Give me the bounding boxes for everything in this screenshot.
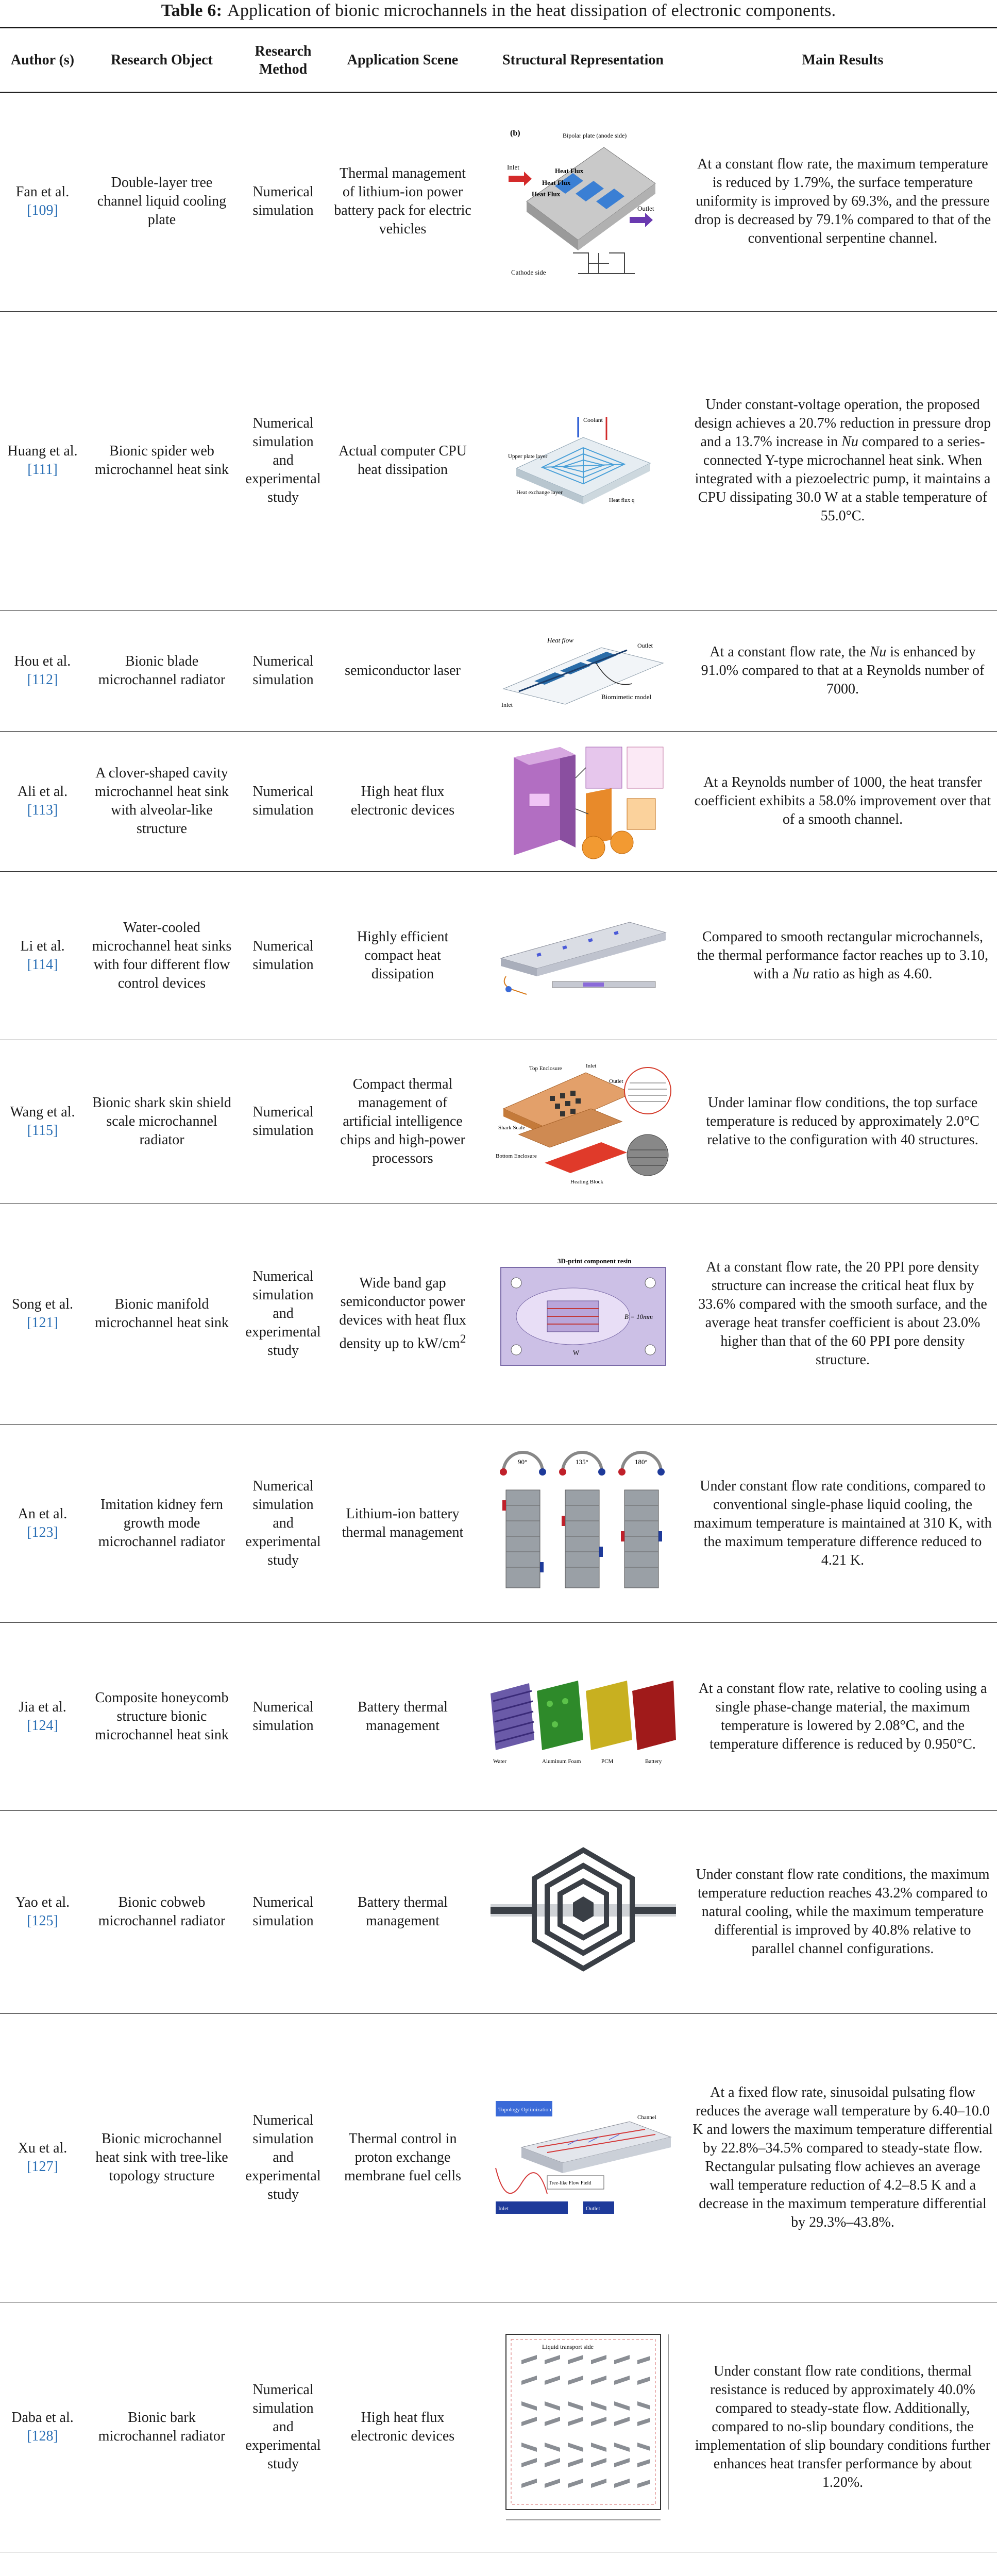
svg-text:Aluminum Foam: Aluminum Foam: [542, 1758, 581, 1765]
main-results-cell: Under constant flow rate conditions, thermal resistance is reduced by approximately 40.0% compared to steady-state flow. Additionally, compared to no-slip boundary conditions, the implementation of slip boundary conditions further enhances heat transfer performance by about 1.20%.: [688, 2302, 997, 2552]
reference-link[interactable]: [123]: [27, 1524, 58, 1540]
research-object-cell: Double-layer tree channel liquid cooling plate: [97, 174, 227, 228]
table-row: [0, 1810, 997, 2013]
svg-text:Coolant: Coolant: [583, 416, 603, 423]
table-row: [0, 1622, 997, 1810]
svg-text:Top Enclosure: Top Enclosure: [529, 1065, 562, 1072]
structural-representation-cell: [478, 871, 688, 1040]
honeycomb-heat-sink-figure: [488, 1663, 679, 1771]
tree-cooling-plate-figure: [506, 124, 661, 279]
research-method-cell: Numerical simulation: [239, 1622, 328, 1810]
main-results-cell: Under constant flow rate conditions, compared to conventional single-phase liquid cooling, the maximum temperature is maintained at 310 K, with the maximum temperature difference reduced to 4.21 K.: [688, 1424, 997, 1622]
application-scene-cell: High heat flux electronic devices: [328, 731, 478, 871]
structural-representation-cell: [478, 731, 688, 871]
reference-link[interactable]: [121]: [27, 1315, 58, 1331]
svg-text:Outlet: Outlet: [609, 1078, 623, 1084]
svg-text:Channel: Channel: [637, 2114, 656, 2121]
reference-link[interactable]: [111]: [27, 462, 58, 478]
main-results-cell: Compared to smooth rectangular microchannels, the thermal performance factor reaches up to 3.10, with a Nu ratio as high as 4.60.: [688, 871, 997, 1040]
structural-representation-cell: [478, 311, 688, 610]
author-cell: [0, 2552, 85, 2576]
research-object-cell: [85, 2552, 239, 2576]
application-scene-cell: semiconductor laser: [328, 610, 478, 731]
svg-text:Heat exchange layer: Heat exchange layer: [516, 489, 563, 496]
application-scene-cell: Battery thermal management: [328, 1810, 478, 2013]
main-results-cell: At a constant flow rate, the 20 PPI pore density structure can increase the critical heat flux by 33.6% compared with the smooth surface, and the average heat transfer coefficient is about 23.0% higher than that of the 60 PPI pore density structure.: [688, 1204, 997, 1424]
structural-representation-cell: [478, 2013, 688, 2302]
header-research-object: Research Object: [111, 52, 213, 68]
application-scene-cell: Compact thermal management of artificial intelligence chips and high-power processors: [328, 1040, 478, 1204]
structural-representation-cell: [478, 610, 688, 731]
author-cell: Song et al. [121]: [0, 1204, 85, 1424]
cobweb-radiator-figure: [491, 1840, 676, 1984]
author-cell: An et al. [123]: [0, 1424, 85, 1622]
svg-text:Inlet: Inlet: [506, 163, 519, 171]
reference-link[interactable]: [113]: [27, 802, 58, 818]
main-results-cell: At a Reynolds number of 1000, the heat transfer coefficient exhibits a 58.0% improvement over that of a smooth channel.: [688, 731, 997, 871]
header-application-scene: Application Scene: [347, 52, 459, 68]
author-cell: Yao et al. [125]: [0, 1810, 85, 2013]
table-row: [0, 311, 997, 610]
svg-text:Upper plate layer: Upper plate layer: [508, 453, 547, 460]
svg-text:Bipolar plate (anode side): Bipolar plate (anode side): [562, 131, 627, 139]
research-method-cell: Numerical simulation and experimental study: [239, 311, 328, 610]
main-results-cell: At a constant flow rate, the Nu is enhanced by 91.0% compared to that at a Reynolds number of 7000.: [688, 610, 997, 731]
structural-representation-cell: [478, 92, 688, 311]
svg-text:Inlet: Inlet: [585, 1063, 596, 1069]
svg-text:Outlet: Outlet: [637, 204, 654, 212]
svg-text:Liquid transport side: Liquid transport side: [542, 2343, 594, 2350]
reference-link[interactable]: [128]: [27, 2428, 58, 2444]
table-row: [0, 871, 997, 1040]
svg-text:135°: 135°: [575, 1458, 588, 1466]
table-row: [0, 1204, 997, 1424]
research-method-cell: Numerical simulation: [239, 610, 328, 731]
table-row: [0, 610, 997, 731]
research-method-cell: Numerical simulation: [239, 731, 328, 871]
svg-text:Inlet: Inlet: [501, 701, 513, 708]
structural-representation-cell: [478, 1622, 688, 1810]
reference-link[interactable]: [127]: [27, 2159, 58, 2175]
research-object-cell: Bionic cobweb microchannel radiator: [85, 1810, 239, 2013]
research-method-cell: Numerical simulation and experimental study: [239, 1424, 328, 1622]
application-scene-cell: Actual computer CPU heat dissipation: [328, 311, 478, 610]
table-header-row: [0, 28, 997, 92]
research-method-cell: Numerical simulation and experimental study: [239, 1204, 328, 1424]
svg-text:Tree-like Flow Field: Tree-like Flow Field: [548, 2180, 591, 2186]
research-object-cell: Bionic shark skin shield scale microchannel radiator: [85, 1040, 239, 1204]
research-object-cell: Bionic blade microchannel radiator: [85, 610, 239, 731]
bionic-blade-radiator-figure: [498, 627, 668, 715]
structural-representation-cell: [478, 2302, 688, 2552]
svg-text:(b): (b): [510, 128, 520, 138]
svg-text:3D-print component resin: 3D-print component resin: [557, 1257, 631, 1265]
vein-heat-sink-figure: [491, 2570, 676, 2576]
header-author: Author (s): [10, 52, 75, 68]
table-row: [0, 92, 997, 311]
svg-text:Heat Flux: Heat Flux: [531, 190, 560, 198]
spider-web-heat-sink-figure: [506, 406, 661, 515]
clover-cavity-heat-sink-figure: [498, 737, 668, 866]
research-object-cell: Composite honeycomb structure bionic microchannel heat sink: [85, 1622, 239, 1810]
application-scene-cell: Highly efficient compact heat dissipation: [328, 871, 478, 1040]
research-method-cell: [239, 2552, 328, 2576]
kidney-fern-radiator-figure: [493, 1449, 673, 1598]
application-scene-cell: High heat flux electronic devices: [328, 2302, 478, 2552]
svg-text:90°: 90°: [517, 1458, 527, 1466]
main-results-cell: [688, 2552, 997, 2576]
main-results-cell: Under constant-voltage operation, the proposed design achieves a 20.7% reduction in pressure drop and a 13.7% increase in Nu compared to a series-connected Y-type microchannel heat sink. When integrated with a piezoelectric pump, it maintains a CPU dissipating 30.0 W at a stable temperature of 55.0°C.: [688, 311, 997, 610]
reference-link[interactable]: [124]: [27, 1717, 58, 1734]
reference-link[interactable]: [114]: [27, 956, 58, 973]
header-structural-representation: Structural Representation: [502, 52, 664, 68]
research-method-cell: Numerical simulation: [252, 183, 314, 218]
author-cell: Hou et al. [112]: [0, 610, 85, 731]
structural-representation-cell: [478, 1040, 688, 1204]
table-row: [0, 1040, 997, 1204]
reference-link[interactable]: [125]: [27, 1913, 58, 1929]
main-results-cell: At a constant flow rate, relative to cooling using a single phase-change material, the maximum temperature is lowered by 2.08°C, and the temperature difference is reduced by 0.950°C.: [688, 1622, 997, 1810]
structural-representation-cell: [478, 2552, 688, 2576]
header-research-method: Research Method: [255, 43, 312, 77]
structural-representation-cell: [478, 1810, 688, 2013]
tree-topology-heat-sink-figure: [491, 2091, 676, 2225]
svg-text:Bottom Enclosure: Bottom Enclosure: [495, 1153, 537, 1159]
structural-representation-cell: [478, 1204, 688, 1424]
research-method-cell: Numerical simulation: [239, 1810, 328, 2013]
author-cell: Fan et al. [109]: [15, 183, 70, 218]
svg-text:Cathode side: Cathode side: [511, 268, 546, 276]
svg-text:Outlet: Outlet: [585, 2206, 600, 2212]
research-object-cell: Water-cooled microchannel heat sinks with four different flow control devices: [85, 871, 239, 1040]
author-cell: Xu et al. [127]: [0, 2013, 85, 2302]
research-method-cell: Numerical simulation and experimental study: [239, 2013, 328, 2302]
svg-text:Battery: Battery: [645, 1758, 662, 1765]
bionic-microchannel-table: [0, 28, 997, 2576]
reference-link[interactable]: [115]: [27, 1123, 58, 1139]
bark-radiator-figure: [496, 2324, 671, 2530]
table-caption-label: Table 6:: [161, 1, 223, 20]
svg-text:Heat flux q: Heat flux q: [609, 497, 634, 503]
research-object-cell: Bionic microchannel heat sink with tree-like topology structure: [85, 2013, 239, 2302]
author-cell: Huang et al. [111]: [0, 311, 85, 610]
table-row: [0, 2013, 997, 2302]
author-cell: Daba et al. [128]: [0, 2302, 85, 2552]
svg-text:B = 10mm: B = 10mm: [624, 1313, 653, 1320]
research-method-cell: Numerical simulation and experimental study: [239, 2302, 328, 2552]
header-main-results: Main Results: [802, 52, 884, 68]
table-row: [0, 731, 997, 871]
svg-text:Heating Block: Heating Block: [570, 1179, 603, 1185]
table-caption: [0, 0, 997, 22]
reference-link[interactable]: [109]: [27, 202, 58, 218]
application-scene-cell: [328, 2552, 478, 2576]
structural-representation-cell: [478, 1424, 688, 1622]
svg-text:Shark Scale: Shark Scale: [498, 1125, 525, 1131]
table-row: [0, 2302, 997, 2552]
research-object-cell: A clover-shaped cavity microchannel heat sink with alveolar-like structure: [85, 731, 239, 871]
table-row: [0, 1424, 997, 1622]
svg-text:Heat flow: Heat flow: [547, 636, 573, 644]
author-cell: Ali et al. [113]: [0, 731, 85, 871]
application-scene-cell: Thermal control in proton exchange membrane fuel cells: [328, 2013, 478, 2302]
main-results-cell: Under constant flow rate conditions, the maximum temperature reduction reaches 43.2% compared to natural cooling, while the maximum temperature differential is improved by 40.8% relative to parallel channel configurations.: [688, 1810, 997, 2013]
svg-text:Heat Flux: Heat Flux: [542, 178, 570, 187]
main-results-cell: Under laminar flow conditions, the top surface temperature is reduced by approximately 2.0°C relative to the configuration with 40 structures.: [688, 1040, 997, 1204]
application-scene-cell: Wide band gap semiconductor power devices with heat flux density up to $kW/cm^2$: [328, 1204, 478, 1424]
svg-text:W: W: [572, 1349, 579, 1357]
main-results-cell: At a constant flow rate, the maximum temperature is reduced by 1.79%, the surface temperature uniformity is improved by 69.3%, and the pressure drop is decreased by 79.1% compared to that of the conventional serpentine channel.: [694, 156, 991, 246]
reference-link[interactable]: [112]: [27, 671, 58, 688]
svg-text:Water: Water: [493, 1758, 506, 1765]
flow-control-heat-sink-figure: [496, 912, 671, 999]
research-object-cell: Bionic spider web microchannel heat sink: [85, 311, 239, 610]
svg-text:180°: 180°: [634, 1458, 648, 1466]
author-cell: Wang et al. [115]: [0, 1040, 85, 1204]
author-cell: Li et al. [114]: [0, 871, 85, 1040]
shark-skin-radiator-figure: [493, 1052, 673, 1191]
application-scene-cell: Thermal management of lithium-ion power battery pack for electric vehicles: [334, 165, 471, 237]
svg-text:Biomimetic model: Biomimetic model: [601, 692, 651, 701]
svg-text:Outlet: Outlet: [637, 641, 653, 649]
table-row: [0, 2552, 997, 2576]
main-results-cell: At a fixed flow rate, sinusoidal pulsating flow reduces the average wall temperature by 6.40–10.0 K and lowers the maximum temperature differential by 22.8%–34.5% compared to steady-state flow. Rectangular pulsating flow achieves an average wall temperature reduction of 4.2–8.5 K and a decrease in the maximum temperature differential by 29.3%–43.8%.: [688, 2013, 997, 2302]
manifold-heat-sink-figure: [496, 1252, 671, 1376]
application-scene-cell: Battery thermal management: [328, 1622, 478, 1810]
author-cell: Jia et al. [124]: [0, 1622, 85, 1810]
research-object-cell: Bionic bark microchannel radiator: [85, 2302, 239, 2552]
svg-text:Topology Optimization: Topology Optimization: [498, 2107, 551, 2113]
svg-text:Inlet: Inlet: [498, 2206, 509, 2212]
research-method-cell: Numerical simulation: [239, 1040, 328, 1204]
svg-text:PCM: PCM: [601, 1758, 613, 1765]
research-object-cell: Imitation kidney fern growth mode microchannel radiator: [85, 1424, 239, 1622]
table-caption-text: Application of bionic microchannels in the heat dissipation of electronic components.: [227, 1, 836, 20]
application-scene-cell: Lithium-ion battery thermal management: [328, 1424, 478, 1622]
research-method-cell: Numerical simulation: [239, 871, 328, 1040]
research-object-cell: Bionic manifold microchannel heat sink: [85, 1204, 239, 1424]
svg-text:Heat Flux: Heat Flux: [554, 166, 583, 175]
